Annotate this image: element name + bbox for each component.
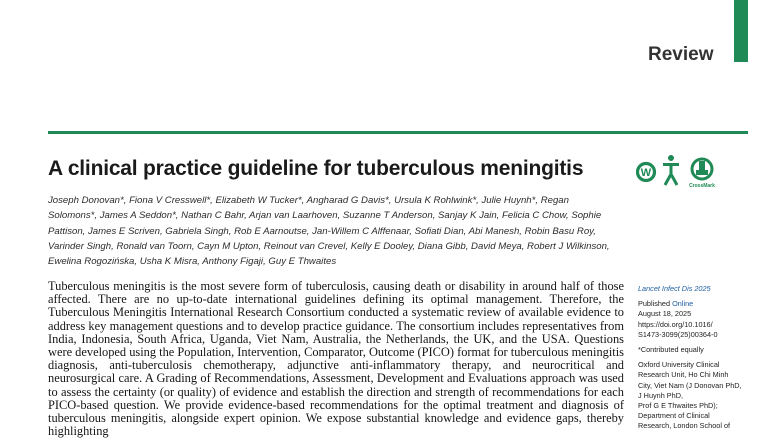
affiliation-line: Research, London School of — [638, 421, 731, 431]
affiliation-block — [638, 360, 746, 431]
article-sidebar — [638, 284, 746, 437]
article-badges — [636, 153, 726, 189]
affiliation-line: Research Unit, Ho Chi Minh — [638, 370, 729, 380]
article-title: A clinical practice guideline for tuberculous meningitis — [48, 157, 584, 180]
author-list: Joseph Donovan*, Fiona V Cresswell*, Elizabeth W Tucker*, Angharad G Davis*, Ursula K Rohlwink*, Julie Huynh*, Regan Solomons*, James A Seddon*, Nathan C Bahr, Arjan van Laarhoven, Suzanne T Anderson, Sanjay K Jain, Felicia C Chow, Sophie Pattison, James E Scriven, Gabriela Singh, Rob E Aarnoutse, Jan-Willem C Alffenaar, Sofiati Dian, Abi Manesh, Robin Basu Roy, Varinder Singh, Ronald van Toorn, Cayn M Upton, Reinout van Crevel, Kelly E Dooley, Diana Gibb, David Meya, Robert J Wilkinson, Ewelina Rogozińska, Usha K Misra, Anthony Figaji, Guy E Thwaites — [48, 195, 610, 268]
journal-citation[interactable]: Lancet Infect Dis 2025 — [638, 284, 711, 293]
abstract-text: Tuberculous meningitis is the most severe form of tuberculosis, causing death or disability in around half of those affected. There are no up-to-date international guidelines defining its optimal management. Therefore, the Tuberculous Meningitis International Research Consortium conducted a systematic review of available evidence to address key management questions and to develop practice guidance. The consortium includes representatives from India, Indonesia, South Africa, Uganda, Viet Nam, Australia, the Netherlands, the UK, and the USA. Questions were developed using the Population, Intervention, Comparator, Outcome (PICO) format for tuberculous meningitis diagnosis, anti-tuberculosis chemotherapy, adjunctive anti-inflammatory therapy, and neurocritical and neurosurgical care. A Grading of Recommendations, Assessment, Development and Evaluations approach was used to assess the certainty (or quality) of evidence and establish the direction and strength of recommendations for each PICO-based question. We provide evidence-based recommendations for the optimal treatment and diagnosis of tuberculous meningitis, alongside expert opinion. We expose substantial knowledge and evidence gaps, thereby highlighting — [48, 279, 624, 439]
open-access-icon[interactable] — [638, 164, 655, 181]
published-date: August 18, 2025 — [638, 309, 692, 319]
affiliation-line: J Huynh PhD, — [638, 390, 684, 400]
svg-text:W: W — [640, 167, 652, 179]
contributed-note: *Contributed equally — [638, 345, 704, 355]
publication-info — [638, 299, 746, 340]
crossmark-icon[interactable] — [689, 159, 715, 189]
affiliation-line: Prof G E Thwaites PhD); — [638, 401, 718, 411]
header-rule — [48, 131, 748, 134]
section-label: Review — [648, 44, 714, 65]
doi-link-line-1[interactable]: https://doi.org/10.1016/ — [638, 319, 713, 329]
affiliation-line: Department of Clinical — [638, 411, 710, 421]
published-label: Published — [638, 299, 671, 309]
header-accent-bar — [734, 0, 748, 62]
published-status: Online — [672, 299, 694, 309]
accessibility-icon[interactable] — [663, 155, 679, 185]
doi-link-line-2[interactable]: S1473-3099(25)00364-0 — [638, 329, 718, 339]
badge-icons — [636, 153, 726, 189]
affiliation-line: City, Viet Nam (J Donovan PhD, — [638, 380, 742, 390]
affiliation-line: Oxford University Clinical — [638, 360, 720, 370]
crossmark-label: CrossMark — [689, 183, 715, 189]
